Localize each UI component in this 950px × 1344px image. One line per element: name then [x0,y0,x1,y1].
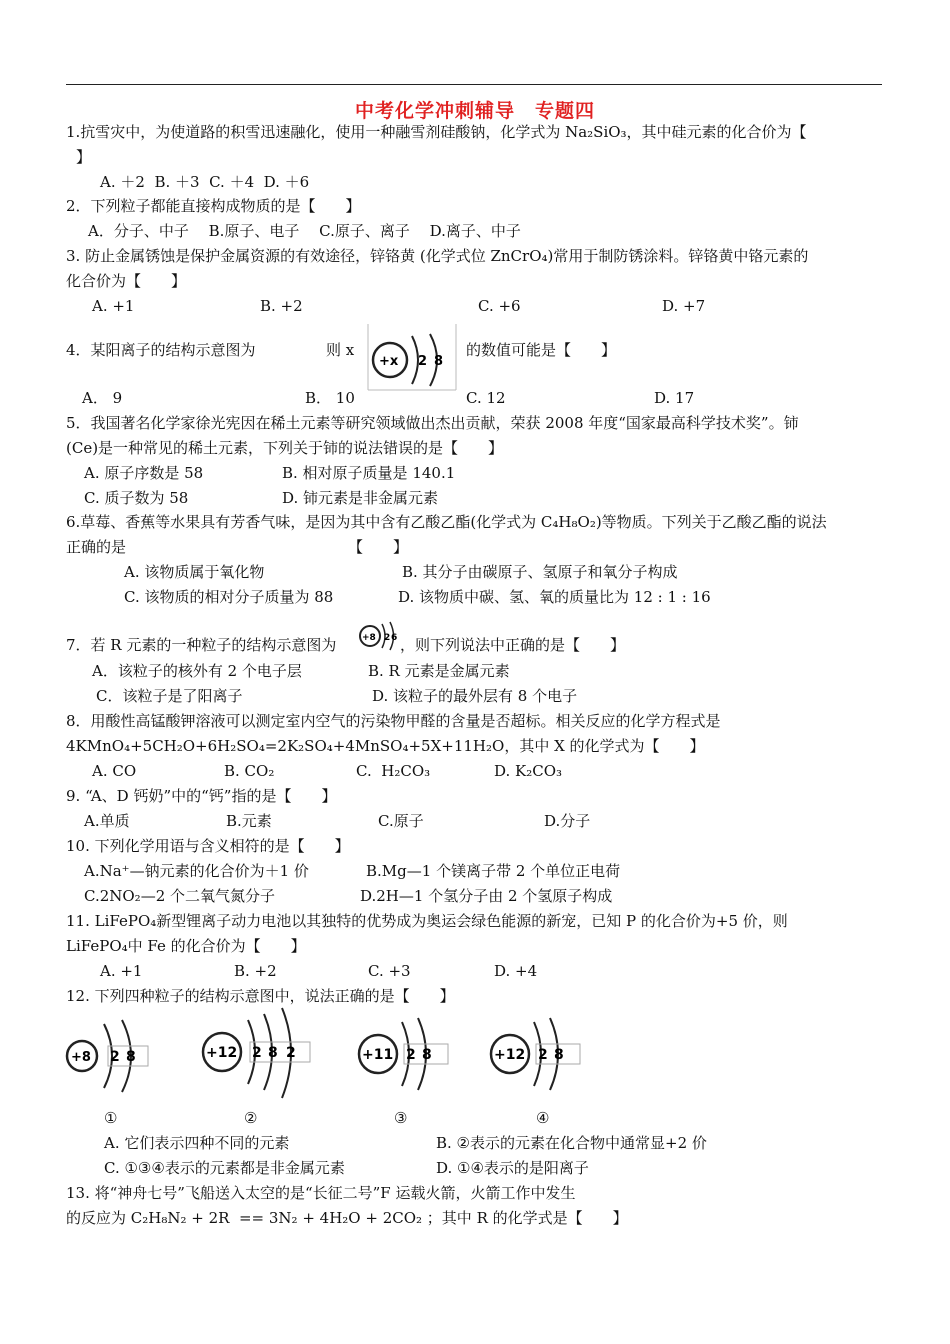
text-line: C.2NO₂—2 个二氧气氮分子 [84,887,276,905]
text-line: A. +1 [100,962,143,980]
text-line: B． 10 [305,389,355,407]
text-line: 的数值可能是【 】 [466,341,617,359]
q12-3-shell-1-label: 2 [406,1047,416,1063]
text-line: B.Mg—1 个镁离子带 2 个单位正电荷 [366,862,621,880]
text-line: 3. 防止金属锈蚀是保护金属资源的有效途径，锌铬黄 (化学式位 ZnCrO₄)常用于制防锈涂料。锌铬黄中铬元素的 [66,247,809,265]
text-line: 5．我国著名化学家徐光宪因在稀土元素等研究领域做出杰出贡献，荣获 2008 年度“国家最高科学技术奖”。铈 [66,414,799,432]
q7-shell-1-label: 2 [384,633,391,643]
text-line: C. +6 [478,297,521,315]
text-line: A． 9 [82,389,123,407]
q12-1-shell-2-label: 8 [126,1049,136,1065]
text-line: 【 】 [348,538,409,556]
text-line: B. CO₂ [224,762,275,780]
q12-4-nucleus-label: +12 [494,1047,526,1063]
q4-nucleus-label: +x [379,354,399,369]
q12-3-nucleus-label: +11 [362,1047,394,1063]
text-line: (Ce)是一种常见的稀土元素，下列关于铈的说法错误的是【 】 [66,439,504,457]
text-line: A．该粒子的核外有 2 个电子层 [92,662,302,680]
text-line: 13. 将“神舟七号”飞船送入太空的是“长征二号”F 运载火箭，火箭工作中发生 [66,1184,576,1202]
text-line: 1.抗雪灾中，为使道路的积雪迅速融化，使用一种融雪剂硅酸钠，化学式为 Na₂SiO₃，其中硅元素的化合价为【 [66,123,807,141]
text-line: D. 17 [654,389,695,407]
q12-diagram-4 [488,1012,588,1096]
q12-2-nucleus-label: +12 [206,1045,238,1061]
q12-1-shell-1-label: 2 [110,1049,120,1065]
text-line: A. 原子序数是 58 [84,464,204,482]
q4-shell-1-label: 2 [418,354,428,369]
text-line: 8．用酸性高锰酸钾溶液可以测定室内空气的污染物甲醛的含量是否超标。相关反应的化学方程式是 [66,712,721,730]
text-line: B. +2 [260,297,303,315]
q4-ion-structure-diagram [368,322,464,392]
text-line: D. +4 [494,962,538,980]
text-line: 4．某阳离子的结构示意图为 [66,341,256,359]
text-line: C. H₂CO₃ [356,762,431,780]
text-line: ③ [394,1109,408,1127]
text-line: 则 x [326,341,355,359]
q12-3-shell-2-label: 8 [422,1047,432,1063]
q12-4-shell-2-label: 8 [554,1047,564,1063]
q4-shell-2-label: 8 [434,354,444,369]
text-line: ④ [536,1109,550,1127]
q7-nucleus-label: +8 [362,633,376,643]
q12-2-shell-2-label: 8 [268,1045,278,1061]
text-line: D. 该物质中碳、氢、氧的质量比为 12 : 1 : 16 [398,588,711,606]
text-line: A. 它们表示四种不同的元素 [104,1134,290,1152]
text-line: A. 该物质属于氧化物 [124,563,265,581]
text-line: 6.草莓、香蕉等水果具有芳香气味，是因为其中含有乙酸乙酯(化学式为 C₄H₈O₂)等物质。下列关于乙酸乙酯的说法 [66,513,827,531]
q12-diagram-1 [64,1014,174,1094]
text-line: 12. 下列四种粒子的结构示意图中，说法正确的是【 】 [66,987,455,1005]
text-line: B. 相对原子质量是 140.1 [282,464,456,482]
text-line: ② [244,1109,258,1127]
text-line: B. +2 [234,962,277,980]
text-line: C．该粒子是了阳离子 [96,687,243,705]
q7-shell-2-label: 6 [391,633,398,643]
text-line: D. ①④表示的是阳离子 [436,1159,589,1177]
text-line: C. 12 [466,389,506,407]
text-line: 2．下列粒子都能直接构成物质的是【 】 [66,197,361,215]
text-line: ，则下列说法中正确的是【 】 [400,636,626,654]
text-line: ① [104,1109,118,1127]
text-line: B.元素 [226,812,272,830]
text-line: A.单质 [84,812,130,830]
text-line: LiFePO₄中 Fe 的化合价为【 】 [66,937,306,955]
text-line: 9. “A、D 钙奶”中的“钙”指的是【 】 [66,787,337,805]
text-line: 4KMnO₄+5CH₂O+6H₂SO₄=2K₂SO₄+4MnSO₄+5X+11H₂O，其中 X 的化学式为【 】 [66,737,705,755]
text-line: C. 质子数为 58 [84,489,189,507]
page-title: 中考化学冲刺辅导 专题四 [354,100,595,122]
text-line: C.原子 [378,812,424,830]
text-line: A．分子、中子 B.原子、电子 C.原子、离子 D.离子、中子 [88,222,521,240]
text-line: 化合价为【 】 [66,272,187,290]
text-line: 】 [76,148,92,166]
text-line: A. ＋2 B. ＋3 C. ＋4 D. ＋6 [100,173,310,191]
q12-diagram-3 [356,1012,456,1096]
q12-diagram-2 [200,1006,320,1102]
top-rule [66,84,882,85]
text-line: 7．若 R 元素的一种粒子的结构示意图为 [66,636,337,654]
q12-2-shell-3-label: 2 [286,1045,296,1061]
text-line: B. 其分子由碳原子、氢原子和氧分子构成 [402,563,678,581]
text-line: C. 该物质的相对分子质量为 88 [124,588,334,606]
text-line: B. R 元素是金属元素 [368,662,510,680]
text-line: C. ①③④表示的元素都是非金属元素 [104,1159,345,1177]
text-line: A.Na⁺—钠元素的化合价为＋1 价 [84,862,309,880]
text-line: 正确的是 [66,538,127,556]
q12-4-shell-1-label: 2 [538,1047,548,1063]
text-line: D.分子 [544,812,591,830]
q12-1-nucleus-label: +8 [71,1050,91,1065]
text-line: D. K₂CO₃ [494,762,563,780]
text-line: D. 铈元素是非金属元素 [282,489,439,507]
text-line: A. +1 [92,297,135,315]
q12-2-shell-1-label: 2 [252,1045,262,1061]
text-line: 10. 下列化学用语与含义相符的是【 】 [66,837,350,855]
text-line: D. +7 [662,297,706,315]
text-line: B. ②表示的元素在化合物中通常显+2 价 [436,1134,707,1152]
text-line: D.2H—1 个氢分子由 2 个氢原子构成 [360,887,613,905]
q7-particle-structure-diagram [358,620,400,652]
text-line: 11. LiFePO₄新型锂离子动力电池以其独特的优势成为奥运会绿色能源的新宠，已知 P 的化合价为+5 价，则 [66,912,788,930]
text-line: A. CO [92,762,137,780]
text-line: D. 该粒子的最外层有 8 个电子 [372,687,578,705]
text-line: 的反应为 C₂H₈N₂ + 2R == 3N₂ + 4H₂O + 2CO₂ ；其中 R 的化学式是【 】 [66,1209,628,1227]
text-line: C. +3 [368,962,411,980]
